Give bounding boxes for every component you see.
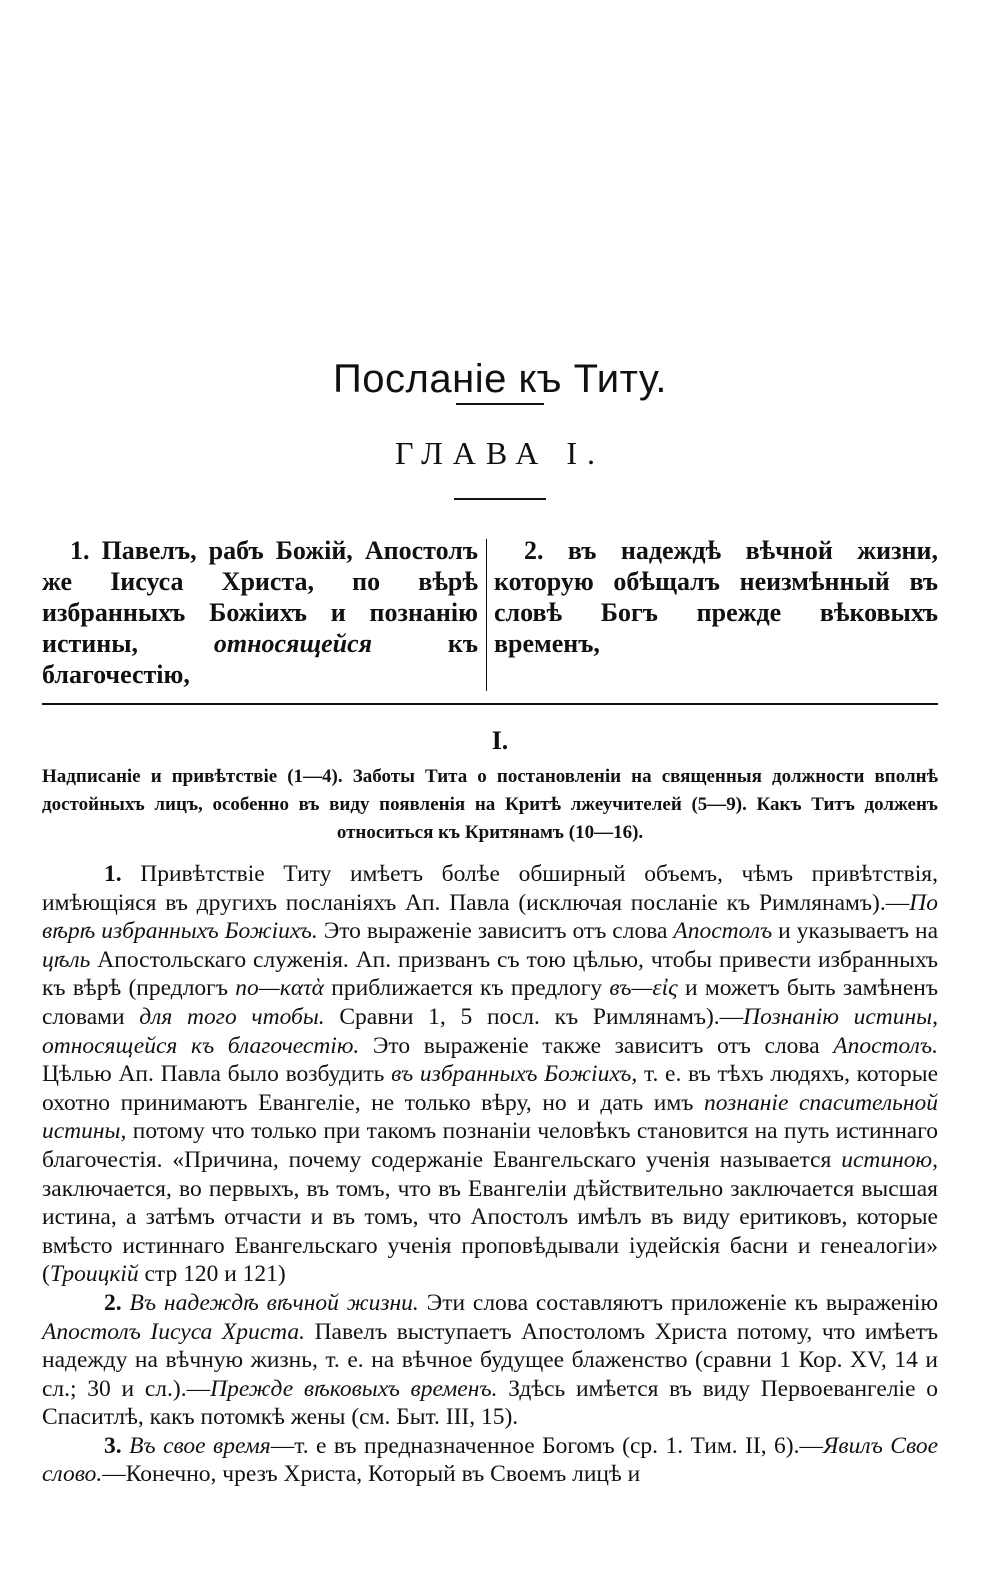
commentary-italic-text: Апостолъ. (833, 1032, 938, 1059)
verse-2 (494, 535, 938, 659)
commentary-number: 3. (104, 1432, 122, 1459)
commentary-italic-text: цѣль (42, 946, 91, 973)
commentary-paragraph-2 (42, 1289, 938, 1432)
chapter-rule (454, 498, 546, 500)
commentary-italic-text: истиною, (841, 1146, 938, 1173)
commentary-text: Здѣсь имѣется въ виду Первоевангеліе о Спаситлѣ, какъ потомкѣ жены (см. Быт. III, 15). (42, 1375, 938, 1431)
commentary-text (122, 1290, 130, 1316)
commentary-italic-text: Апостолъ (673, 918, 773, 945)
commentary-paragraph-3 (42, 1432, 938, 1489)
commentary-italic-text: Прежде вѣковыхъ временъ. (210, 1375, 498, 1402)
title-rule (456, 403, 544, 405)
commentary-italic-text: для того чтобы. (139, 1003, 325, 1030)
scripture-verses (42, 535, 938, 693)
page-title: Посланіе къ Титу. (333, 356, 667, 401)
column-divider (486, 539, 487, 691)
verse-1 (42, 535, 478, 690)
commentary-text: т. е. въ тѣхъ людяхъ, которые охотно принимаютъ Евангеліе, не только вѣру, но и дать имъ (42, 1061, 939, 1116)
commentary-italic-text: Въ свое время (129, 1432, 271, 1459)
commentary-italic-text: Познанію истины, относящейся къ благочестію. (42, 1003, 938, 1059)
commentary-text: Апостольскаго служенія. Ап. призванъ съ тою цѣлью, чтобы привести избранныхъ къ вѣрѣ (предлогъ (42, 946, 938, 1002)
verse-text: Павелъ, рабъ Божій, Апостолъ же Іисуса Христа, по вѣрѣ избранныхъ Божіихъ и познанію истины, (42, 536, 478, 658)
commentary-italic-text: Явилъ Свое слово. (42, 1432, 939, 1488)
commentary-italic-text: въ избранныхъ Божіихъ, (391, 1061, 638, 1088)
commentary-text (122, 1433, 129, 1459)
verse-italic-text: относящейся (213, 629, 373, 658)
commentary-italic-text: Въ надеждѣ вѣчной жизни. (129, 1289, 419, 1316)
commentary-text: Это выраженіе зависитъ отъ слова (317, 918, 674, 945)
verse-number: 2. (524, 536, 544, 565)
commentary-text: Цѣлью Ап. Павла было возбудить (42, 1061, 392, 1088)
commentary-text: заключается, во первыхъ, въ томъ, что въ Евангеліи дѣйствительно заключается высшая истина, а затѣмъ отчасти и въ томъ, что Апостолъ имѣлъ въ виду еритиковъ, которые вмѣсто истиннаго Евангельскаго ученія проповѣдывали іудейскія басни и генеалогіи» ( (42, 1175, 938, 1288)
commentary-text: —т. е въ предназначенное Богомъ (ср. 1. Тим. II, 6).— (270, 1432, 823, 1459)
commentary-text: Это выраженіе также зависитъ отъ слова (359, 1032, 834, 1059)
commentary-italic-text: По вѣрѣ избранныхъ Божіихъ. (42, 889, 938, 945)
commentary-italic-text: Апостолъ Іисуса Христа. (42, 1318, 306, 1345)
chapter-heading: ГЛАВА I. (395, 435, 605, 471)
commentary-text: и можетъ быть замѣненъ словами (42, 975, 939, 1030)
commentary-text: Павелъ выступаетъ Апостоломъ Христа потому, что имѣетъ надежду на вѣчную жизнь, т. е. на вѣчное будущее блаженство (сравни 1 Кор. XV, 14 и сл.; 30 и сл.).— (42, 1318, 938, 1402)
commentary-number: 1. (104, 861, 122, 887)
verses-rule (42, 703, 938, 705)
commentary-text: Сравни 1, 5 посл. къ Римлянамъ).— (324, 1003, 744, 1030)
commentary-text: Привѣтствіе Титу имѣетъ болѣе обширный объемъ, чѣмъ привѣтствія, имѣющіяся въ другихъ посланіяхъ Ап. Павла (исключая посланіе къ Римлянамъ).— (42, 861, 938, 916)
commentary-text: стр 120 и 121) (138, 1261, 286, 1288)
section-summary: Надписаніе и привѣтствіе (1—4). Заботы Тита о постановленіи на священныя должности вполнѣ достойныхъ лицъ, особенно въ виду появленія на Критѣ лжеучителей (5—9). Какъ Титъ долженъ относиться къ Критянамъ (10—16). (42, 766, 938, 843)
commentary-number: 2. (104, 1289, 122, 1316)
verse-number: 1. (70, 536, 90, 565)
verse-text: къ благочестію, (42, 629, 478, 689)
commentary-italic-text: познаніе спасительной истины, (42, 1089, 938, 1145)
commentary (42, 860, 938, 1489)
commentary-text: —Конечно, чрезъ Христа, Который въ Своемъ лицѣ и (102, 1461, 641, 1488)
commentary-text: потому что только при такомъ познаніи человѣкъ становится на путь истиннаго благочестія. «Причина, почему содержаніе Евангельскаго ученія называется (42, 1118, 938, 1173)
commentary-text: приближается къ предлогу (324, 975, 610, 1002)
commentary-italic-text: Троицкій (49, 1261, 139, 1288)
commentary-paragraph-1 (42, 860, 938, 1289)
verse-text: въ надеждѣ вѣчной жизни, которую обѣщалъ неизмѣнный въ словѣ Богъ прежде вѣковыхъ временъ, (494, 536, 938, 658)
commentary-italic-text: по—κατὰ (235, 975, 325, 1002)
commentary-text: Эти слова составляютъ приложеніе къ выраженію (418, 1289, 939, 1316)
section-number: I. (491, 726, 509, 755)
commentary-text: и указываетъ на (772, 918, 938, 945)
commentary-italic-text: въ—εἰς (609, 975, 678, 1002)
